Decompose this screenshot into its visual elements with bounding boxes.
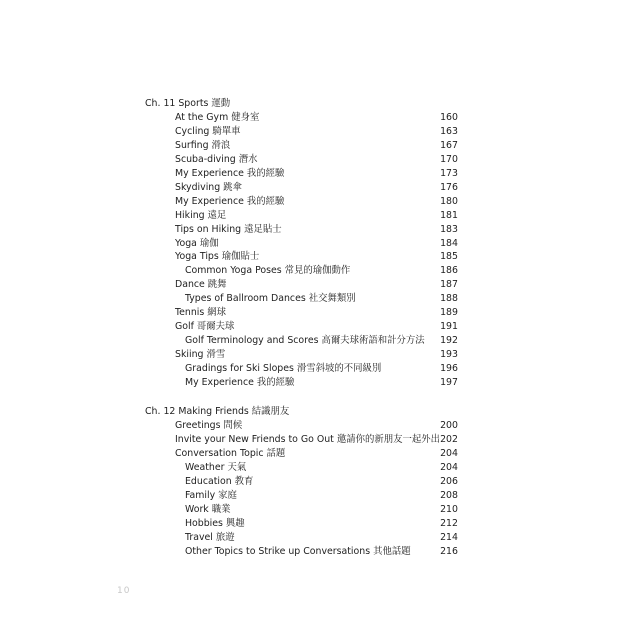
toc-entry-page-number: 185 — [440, 251, 458, 263]
toc-subentry-label: Common Yoga Poses 常見的瑜伽動作 — [185, 265, 351, 277]
toc-subentry-page-number: 204 — [440, 461, 458, 473]
toc-subentry-page-number: 212 — [440, 517, 458, 529]
toc-entry-page-number: 202 — [440, 433, 458, 445]
toc-entry — [145, 195, 458, 209]
toc-subentry-label: Gradings for Ski Slopes 滑雪斜坡的不同級別 — [185, 363, 382, 375]
toc-entry-page-number: 200 — [440, 419, 458, 431]
chapter-heading — [145, 405, 458, 419]
toc-subentry-page-number: 192 — [440, 335, 458, 347]
toc-entry — [145, 348, 458, 362]
toc-entry — [145, 419, 458, 433]
chapter-heading-label: Ch. 11 Sports 運動 — [145, 98, 231, 109]
toc-subentry-page-number: 214 — [440, 531, 458, 543]
page-number: 10 — [117, 586, 131, 596]
toc-entry-page-number: 204 — [440, 447, 458, 459]
toc-subentry — [145, 362, 458, 376]
toc-subentry-page-number: 216 — [440, 545, 458, 557]
toc-subentry — [145, 517, 458, 531]
toc-entry-page-number: 163 — [440, 125, 458, 137]
toc-entry-page-number: 181 — [440, 209, 458, 221]
toc-subentry-page-number: 196 — [440, 363, 458, 375]
chapter-heading-label: Ch. 12 Making Friends 結識朋友 — [145, 406, 290, 417]
toc-entry-page-number: 176 — [440, 181, 458, 193]
toc-entry-page-number: 183 — [440, 223, 458, 235]
toc-entry-label: My Experience 我的經驗 — [175, 195, 285, 207]
toc-subentry — [145, 489, 458, 503]
toc-subentry — [145, 264, 458, 278]
toc-entry — [145, 125, 458, 139]
toc-entry-label: Skydiving 跳傘 — [175, 181, 242, 193]
toc-entry-page-number: 180 — [440, 195, 458, 207]
toc-subentry-label: Education 教育 — [185, 475, 254, 487]
toc-entry-label: Invite your New Friends to Go Out 邀請你的新朋友一起外出 — [175, 433, 440, 445]
toc-subentry-label: Types of Ballroom Dances 社交舞類別 — [185, 293, 356, 305]
toc-subentry-page-number: 210 — [440, 503, 458, 515]
toc-entry-page-number: 193 — [440, 349, 458, 361]
toc-subentry — [145, 292, 458, 306]
toc-entry-label: Conversation Topic 話題 — [175, 447, 286, 459]
toc-entry — [145, 250, 458, 264]
toc-entry-page-number: 184 — [440, 237, 458, 249]
toc-subentry — [145, 376, 458, 390]
toc-subentry-label: Travel 旅遊 — [185, 531, 235, 543]
chapter-heading — [145, 97, 458, 111]
toc-entry-label: Dance 跳舞 — [175, 279, 227, 291]
toc-entry-label: Yoga 瑜伽 — [175, 237, 219, 249]
toc-entry-label: My Experience 我的經驗 — [175, 167, 285, 179]
toc-subentry — [145, 334, 458, 348]
toc-entry — [145, 306, 458, 320]
toc-entry — [145, 237, 458, 251]
toc-subentry-label: Work 職業 — [185, 503, 231, 515]
toc-subentry-page-number: 206 — [440, 475, 458, 487]
toc-subentry — [145, 545, 458, 559]
toc-entry — [145, 433, 458, 447]
toc-entry — [145, 153, 458, 167]
toc-entry-label: Scuba-diving 潛水 — [175, 153, 258, 165]
toc-entry — [145, 167, 458, 181]
toc-entry — [145, 223, 458, 237]
toc-entry — [145, 209, 458, 223]
toc-subentry-label: Other Topics to Strike up Conversations 其他話題 — [185, 545, 411, 557]
toc-subentry-page-number: 197 — [440, 377, 458, 388]
toc-subentry-page-number: 186 — [440, 265, 458, 277]
toc-entry-page-number: 170 — [440, 153, 458, 165]
toc-subentry-label: Weather 天氣 — [185, 461, 247, 473]
toc-subentry — [145, 503, 458, 517]
toc-subentry-page-number: 208 — [440, 489, 458, 501]
toc-entry-page-number: 167 — [440, 139, 458, 151]
toc-subentry-label: Golf Terminology and Scores 高爾夫球術語和計分方法 — [185, 335, 425, 347]
toc-subentry — [145, 531, 458, 545]
toc-entry-label: Tips on Hiking 遠足貼士 — [175, 223, 282, 235]
toc-entry-page-number: 173 — [440, 167, 458, 179]
toc-subentry-page-number: 188 — [440, 293, 458, 305]
toc-entry-page-number: 189 — [440, 307, 458, 319]
toc-entry — [145, 278, 458, 292]
toc-entry — [145, 139, 458, 153]
toc-entry-label: Golf 哥爾夫球 — [175, 321, 235, 333]
toc-entry-label: Cycling 騎單車 — [175, 125, 241, 137]
toc-entry — [145, 320, 458, 334]
toc-subentry — [145, 461, 458, 475]
toc-entry-label: Surfing 滑浪 — [175, 139, 231, 151]
toc-entry — [145, 181, 458, 195]
toc-entry — [145, 111, 458, 125]
toc-entry-label: Hiking 遠足 — [175, 209, 227, 221]
toc-entry-page-number: 191 — [440, 321, 458, 333]
toc-subentry-label: Family 家庭 — [185, 489, 237, 501]
toc-entry-label: At the Gym 健身室 — [175, 111, 260, 123]
toc-entry-page-number: 187 — [440, 279, 458, 291]
toc-entry-label: Skiing 滑雪 — [175, 349, 226, 361]
toc-subentry-label: Hobbies 興趣 — [185, 517, 245, 529]
toc-entry — [145, 447, 458, 461]
toc-entry-label: Yoga Tips 瑜伽貼士 — [175, 251, 260, 263]
toc-entry-page-number: 160 — [440, 111, 458, 123]
toc-entry-label: Tennis 網球 — [175, 307, 227, 319]
toc-subentry-label: My Experience 我的經驗 — [185, 377, 295, 388]
toc-entry-label: Greetings 問候 — [175, 419, 243, 431]
toc-subentry — [145, 475, 458, 489]
